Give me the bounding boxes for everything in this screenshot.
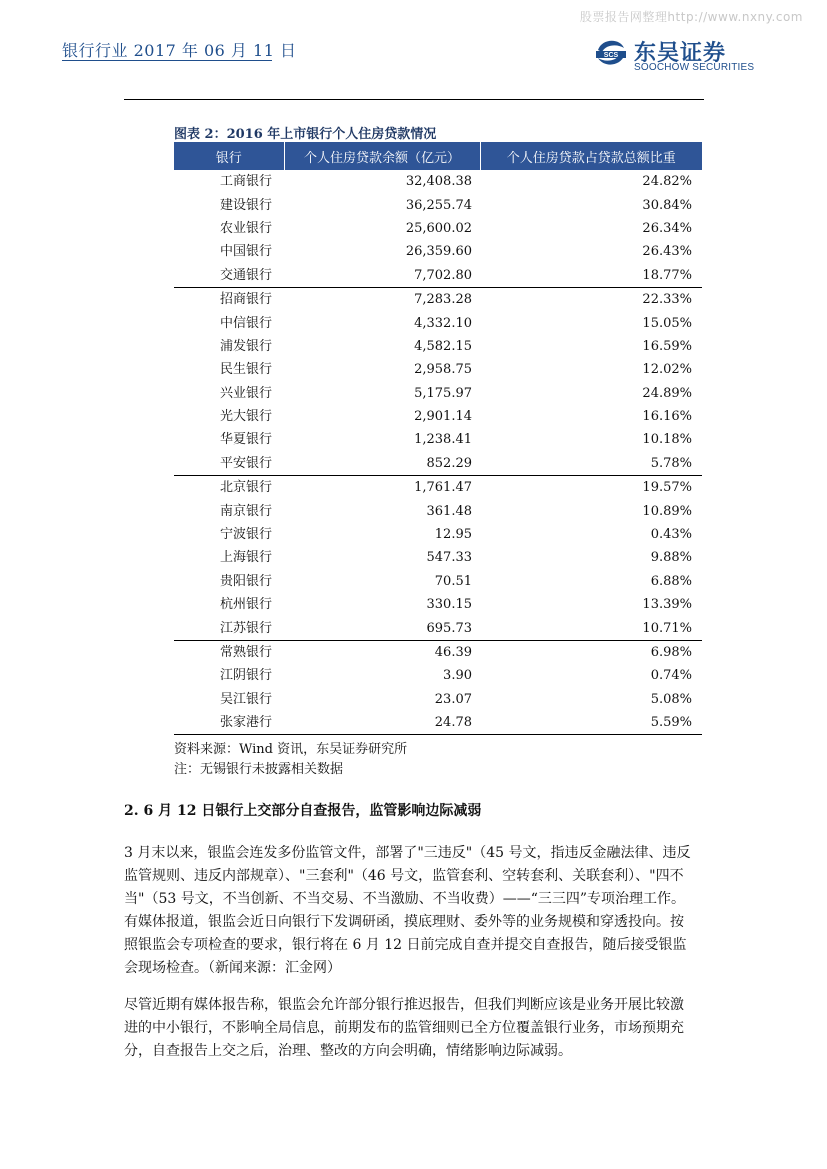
loan-amount-cell: 7,283.28 xyxy=(284,287,480,311)
loan-ratio-cell: 19.57% xyxy=(480,476,702,500)
loan-amount-cell: 2,958.75 xyxy=(414,362,472,378)
table-row xyxy=(174,217,702,240)
paragraph-1 xyxy=(124,842,706,980)
loan-amount-cell: 695.73 xyxy=(426,620,472,636)
table-body xyxy=(174,170,702,735)
loan-amount-cell: 12.95 xyxy=(434,527,472,543)
loan-amount-cell: 4,582.15 xyxy=(414,338,472,354)
loan-ratio-cell: 30.84% xyxy=(642,197,692,213)
bank-name-cell: 光大银行 xyxy=(220,409,273,425)
loan-amount-cell: 1,238.41 xyxy=(414,432,472,448)
loan-ratio-cell: 18.77% xyxy=(642,267,692,283)
bank-name-cell: 工商银行 xyxy=(220,174,273,190)
bank-name-cell: 宁波银行 xyxy=(220,527,273,543)
loan-amount-cell: 25,600.02 xyxy=(405,220,472,236)
table-notes xyxy=(174,740,407,780)
loan-amount-cell: 36,255.74 xyxy=(405,197,472,213)
loan-ratio-cell: 10.71% xyxy=(642,620,692,636)
table-row xyxy=(174,688,702,711)
table-row xyxy=(174,570,702,593)
loan-ratio-cell: 6.88% xyxy=(650,573,692,589)
loan-ratio-cell: 22.33% xyxy=(480,287,702,311)
paragraph-line: 有媒体报道，银监会近日向银行下发调研函，摸底理财、委外等的业务规模和穿透投向。按 xyxy=(124,914,684,930)
bank-name-cell: 兴业银行 xyxy=(220,385,273,401)
bank-name-cell: 农业银行 xyxy=(220,220,273,236)
loan-ratio-cell: 9.88% xyxy=(650,550,692,566)
footnote: 注：无锡银行未披露相关数据 xyxy=(174,762,344,777)
loan-ratio-cell: 15.05% xyxy=(642,315,692,331)
paragraph-line: 照银监会专项检查的要求，银行将在 6 月 12 日前完成自查并提交自查报告，随后接受银监 xyxy=(124,937,687,953)
loan-amount-cell: 4,332.10 xyxy=(414,315,472,331)
source-note: 资料来源：Wind 资讯，东吴证券研究所 xyxy=(174,742,408,757)
table-row xyxy=(174,264,702,288)
table-row xyxy=(174,405,702,428)
column-header-bank: 银行 xyxy=(174,142,284,170)
paragraph-line: 当"（53 号文，不当创新、不当交易、不当激励、不当收费）——“三三四”专项治理工作。 xyxy=(124,891,686,907)
data-table xyxy=(174,142,702,735)
paragraph-line: 3 月末以来，银监会连发多份监管文件，部署了"三违反"（45 号文，指违反金融法律、违反 xyxy=(124,845,691,861)
loan-amount-cell: 70.51 xyxy=(434,573,472,589)
loan-amount-cell: 23.07 xyxy=(434,691,472,707)
loan-amount-cell: 24.78 xyxy=(434,715,472,731)
loan-ratio-cell: 5.59% xyxy=(650,715,692,731)
report-header-title: 银行行业 2017 年 06 月 11 日 xyxy=(62,41,297,60)
loan-amount-cell: 32,408.38 xyxy=(405,174,472,190)
table-row xyxy=(174,593,702,616)
bank-name-cell: 民生银行 xyxy=(220,362,273,378)
loan-ratio-cell: 5.78% xyxy=(650,455,692,471)
paragraph-line: 分，自查报告上交之后，治理、整改的方向会明确，情绪影响边际减弱。 xyxy=(124,1043,572,1059)
loan-ratio-cell: 6.98% xyxy=(480,640,702,664)
bank-name-cell: 招商银行 xyxy=(174,287,284,311)
loan-ratio-cell: 24.89% xyxy=(642,385,692,401)
figure-caption: 图表 2：2016 年上市银行个人住房贷款情况 xyxy=(174,127,437,142)
table-row xyxy=(174,382,702,405)
paragraph-2 xyxy=(124,994,706,1063)
loan-amount-cell: 26,359.60 xyxy=(405,244,472,260)
loan-ratio-cell: 0.43% xyxy=(650,527,692,543)
loan-amount-cell: 1,761.47 xyxy=(284,476,480,500)
table-row xyxy=(174,193,702,216)
paragraph-line: 会现场检查。（新闻来源：汇金网） xyxy=(124,960,341,976)
table-row xyxy=(174,523,702,546)
loan-ratio-cell: 0.74% xyxy=(650,668,692,684)
paragraph-line: 进的中小银行，不影响全局信息，前期发布的监管细则已全方位覆盖银行业务，市场预期充 xyxy=(124,1020,684,1036)
table-header-row xyxy=(174,142,702,170)
bank-name-cell: 贵阳银行 xyxy=(220,573,273,589)
loan-amount-cell: 5,175.97 xyxy=(414,385,472,401)
company-logo xyxy=(594,36,774,76)
header-underline xyxy=(62,60,272,61)
section-heading: 2. 6 月 12 日银行上交部分自查报告，监管影响边际减弱 xyxy=(124,803,482,819)
loan-amount-cell: 46.39 xyxy=(284,640,480,664)
table-row xyxy=(174,499,702,522)
loan-amount-cell: 361.48 xyxy=(426,503,472,519)
logo-en-text: SOOCHOW SECURITIES xyxy=(634,62,755,73)
loan-amount-cell: 852.29 xyxy=(426,455,472,471)
header-rule xyxy=(124,99,704,100)
loan-ratio-cell: 16.16% xyxy=(642,409,692,425)
loan-amount-cell: 7,702.80 xyxy=(414,267,472,283)
table-row xyxy=(174,170,702,193)
bank-name-cell: 江阴银行 xyxy=(220,668,273,684)
loan-amount-cell: 330.15 xyxy=(426,597,472,613)
loan-ratio-cell: 26.43% xyxy=(642,244,692,260)
loan-ratio-cell: 16.59% xyxy=(642,338,692,354)
table-row xyxy=(174,640,702,664)
bank-name-cell: 建设银行 xyxy=(220,197,273,213)
bank-name-cell: 张家港行 xyxy=(220,715,273,731)
bank-name-cell: 华夏银行 xyxy=(220,432,273,448)
loan-ratio-cell: 5.08% xyxy=(650,691,692,707)
table-row xyxy=(174,546,702,569)
bank-name-cell: 江苏银行 xyxy=(220,620,273,636)
table-row xyxy=(174,664,702,687)
table-row xyxy=(174,358,702,381)
table-row xyxy=(174,428,702,451)
loan-ratio-cell: 26.34% xyxy=(642,220,692,236)
paragraph-line: 尽管近期有媒体报告称，银监会允许部分银行推迟报告，但我们判断应该是业务开展比较激 xyxy=(124,997,684,1013)
table-row xyxy=(174,711,702,735)
bank-name-cell: 北京银行 xyxy=(174,476,284,500)
bank-name-cell: 中信银行 xyxy=(220,315,273,331)
bank-name-cell: 交通银行 xyxy=(220,267,273,283)
column-header-ratio: 个人住房贷款占贷款总额比重 xyxy=(480,142,702,170)
scs-logo-icon xyxy=(594,36,628,74)
logo-cn-text: 东吴证券 xyxy=(634,41,727,66)
bank-name-cell: 常熟银行 xyxy=(174,640,284,664)
loan-amount-cell: 2,901.14 xyxy=(414,409,472,425)
bank-name-cell: 中国银行 xyxy=(220,244,273,260)
table-row xyxy=(174,335,702,358)
bank-name-cell: 吴江银行 xyxy=(220,691,273,707)
loan-ratio-cell: 24.82% xyxy=(642,174,692,190)
loan-ratio-cell: 10.89% xyxy=(642,503,692,519)
bank-name-cell: 平安银行 xyxy=(220,455,273,471)
paragraph-line: 监管规则、违反内部规章）、"三套利"（46 号文，监管套利、空转套利、关联套利）、"四不 xyxy=(124,868,684,884)
table-row xyxy=(174,476,702,500)
loan-ratio-cell: 13.39% xyxy=(642,597,692,613)
loan-amount-cell: 547.33 xyxy=(426,550,472,566)
bank-name-cell: 南京银行 xyxy=(220,503,273,519)
bank-name-cell: 杭州银行 xyxy=(220,597,273,613)
table-row xyxy=(174,287,702,311)
watermark: 股票报告网整理http://www.nxny.com xyxy=(579,10,803,24)
column-header-amount: 个人住房贷款余额（亿元） xyxy=(284,142,480,170)
table-row xyxy=(174,616,702,640)
bank-name-cell: 浦发银行 xyxy=(220,338,273,354)
logo-mark-text: SCS xyxy=(603,52,619,59)
table-row xyxy=(174,452,702,476)
table-row xyxy=(174,240,702,263)
table-row xyxy=(174,311,702,334)
loan-amount-cell: 3.90 xyxy=(443,668,472,684)
mortgage-loan-table xyxy=(174,142,702,735)
loan-ratio-cell: 12.02% xyxy=(642,362,692,378)
loan-ratio-cell: 10.18% xyxy=(642,432,692,448)
bank-name-cell: 上海银行 xyxy=(220,550,273,566)
